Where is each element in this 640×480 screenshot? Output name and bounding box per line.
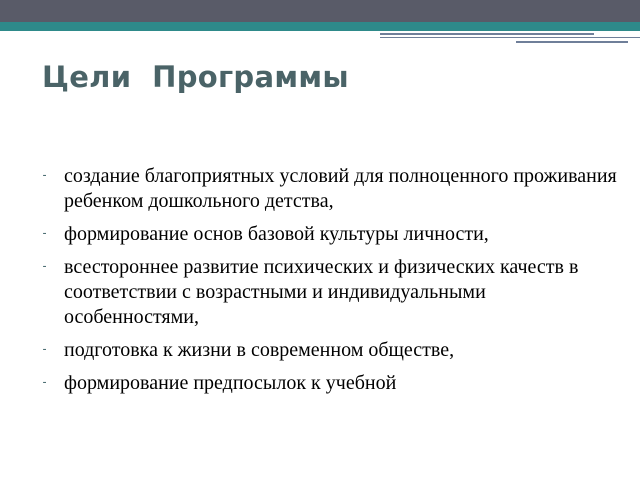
bullet-item <box>42 164 622 214</box>
bullet-marker-icon: ⁃ <box>42 262 47 273</box>
bullet-text: всестороннее развитие психических и физических качеств в соответствии с возрастными и индивидуальными особенностями, <box>64 256 579 328</box>
bullet-text: создание благоприятных условий для полноценного проживания ребенком дошкольного детства, <box>64 165 617 212</box>
bullet-list <box>42 164 622 404</box>
bullet-text: формирование основ базовой культуры личности, <box>64 223 489 245</box>
bullet-item <box>42 338 622 363</box>
top-bar <box>0 0 640 22</box>
bullet-text: формирование предпосылок к учебной <box>64 372 397 394</box>
decorative-line <box>516 41 628 43</box>
bullet-marker-icon: ⁃ <box>42 229 47 240</box>
accent-bar <box>0 22 640 31</box>
bullet-marker-icon: ⁃ <box>42 345 47 356</box>
bullet-marker-icon: ⁃ <box>42 378 47 389</box>
bullet-item <box>42 255 622 330</box>
slide-title: Цели Программы <box>42 60 349 94</box>
bullet-text: подготовка к жизни в современном обществе, <box>64 339 455 361</box>
decorative-line <box>380 37 640 38</box>
decorative-line <box>380 33 594 35</box>
bullet-item <box>42 371 622 396</box>
bullet-marker-icon: ⁃ <box>42 171 47 182</box>
bullet-item <box>42 222 622 247</box>
